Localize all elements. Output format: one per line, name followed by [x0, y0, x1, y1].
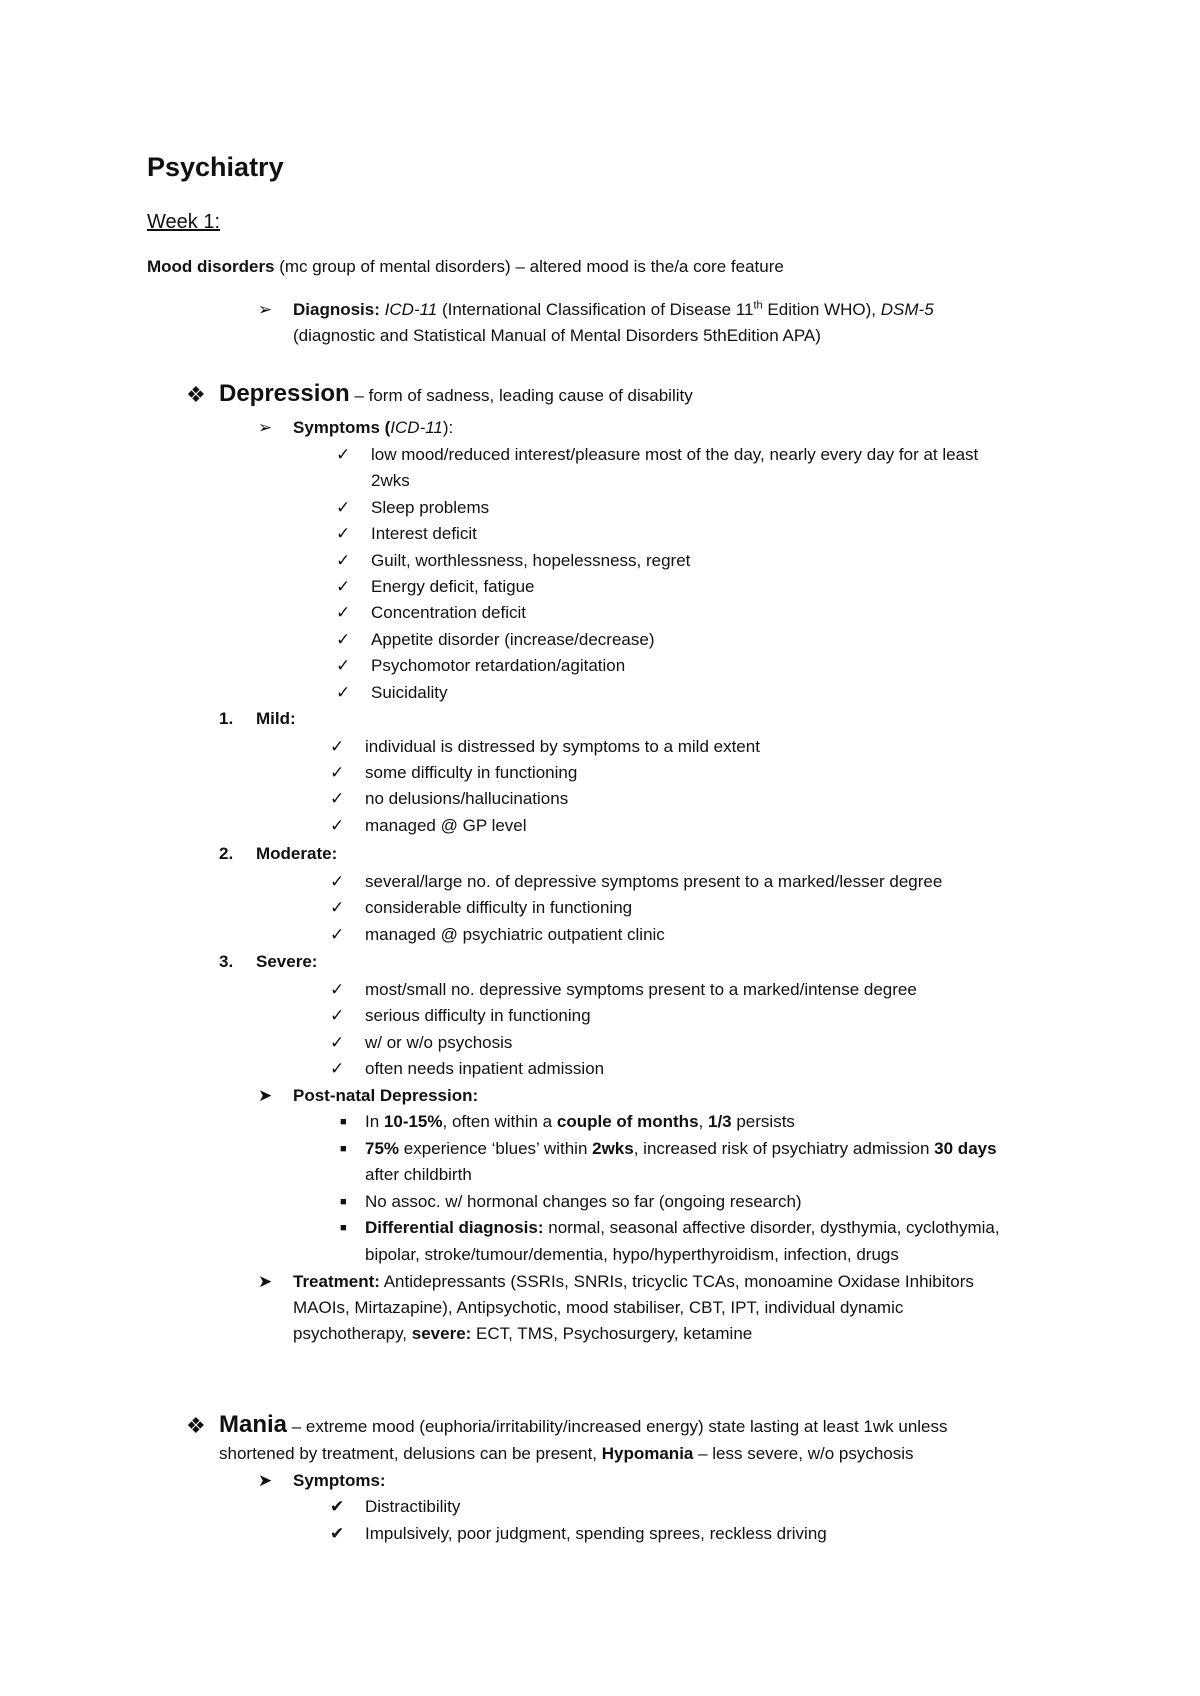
icd-text: ICD-11	[384, 300, 438, 319]
check-icon: ✓	[336, 630, 351, 649]
check-icon: ✔	[330, 1497, 345, 1516]
list-item: Sleep problems	[371, 498, 490, 517]
superscript-th: th	[753, 299, 763, 312]
check-icon: ✓	[330, 898, 345, 917]
check-icon: ✓	[330, 925, 345, 944]
list-item: Guilt, worthlessness, hopelessness, regret	[371, 551, 691, 570]
list-number: 1.	[219, 709, 234, 728]
text-run: shortened by treatment, delusions can be present,	[219, 1444, 602, 1463]
postnatal-item-cont: bipolar, stroke/tumour/dementia, hypo/hyperthyroidism, infection, drugs	[365, 1245, 899, 1264]
list-item: some difficulty in functioning	[365, 763, 578, 782]
list-item: w/ or w/o psychosis	[365, 1033, 513, 1052]
check-icon: ✓	[330, 763, 345, 782]
check-icon: ✓	[336, 524, 351, 543]
text-run: , often within a	[442, 1112, 557, 1131]
arrow-bullet-icon: ➤	[258, 1272, 273, 1291]
diagnosis-label: Diagnosis:	[293, 300, 380, 319]
list-item: often needs inpatient admission	[365, 1059, 605, 1078]
depression-desc: – form of sadness, leading cause of disability	[349, 386, 693, 405]
text-run: couple of months	[556, 1112, 699, 1131]
diagnosis-line-2: (diagnostic and Statistical Manual of Mental Disorders 5thEdition APA)	[293, 326, 821, 345]
arrow-bullet-icon: ➤	[258, 1471, 273, 1490]
text-run: Differential diagnosis:	[365, 1218, 544, 1237]
moderate-label: Moderate:	[256, 844, 338, 863]
treatment-line-3	[293, 1322, 752, 1346]
list-item: most/small no. depressive symptoms present to a marked/intense degree	[365, 980, 917, 999]
list-item: Distractibility	[365, 1497, 461, 1516]
list-item: Impulsively, poor judgment, spending sprees, reckless driving	[365, 1524, 827, 1543]
postnatal-item-cont: after childbirth	[365, 1165, 472, 1184]
list-item: considerable difficulty in functioning	[365, 898, 633, 917]
square-bullet-icon: ■	[340, 1196, 347, 1208]
text-run: severe:	[411, 1324, 472, 1343]
mood-label: Mood disorders	[147, 257, 275, 276]
check-icon: ✓	[330, 872, 345, 891]
text-run: psychotherapy,	[293, 1324, 412, 1343]
mania-desc: – extreme mood (euphoria/irritability/increased energy) state lasting at least 1wk unless	[287, 1417, 948, 1436]
check-icon: ✓	[336, 656, 351, 675]
postnatal-label: Post-natal Depression:	[293, 1086, 479, 1105]
mild-label: Mild:	[256, 709, 296, 728]
page-title: Psychiatry	[147, 152, 284, 182]
list-item: Interest deficit	[371, 524, 477, 543]
text-run: Antidepressants (SSRIs, SNRIs, tricyclic TCAs, monoamine Oxidase Inhibitors	[379, 1272, 974, 1291]
hypomania-label: Hypomania	[601, 1444, 694, 1463]
square-bullet-icon: ■	[340, 1222, 347, 1234]
depression-title: Depression	[219, 380, 350, 407]
list-item: managed @ psychiatric outpatient clinic	[365, 925, 665, 944]
check-icon: ✔	[330, 1524, 345, 1543]
symptoms-end: ):	[442, 418, 454, 437]
check-icon: ✓	[336, 603, 351, 622]
check-icon: ✓	[330, 980, 345, 999]
list-item: 2wks	[371, 471, 410, 490]
mania-title: Mania	[219, 1411, 288, 1438]
check-icon: ✓	[330, 1033, 345, 1052]
text-run: persists	[731, 1112, 795, 1131]
list-item: Psychomotor retardation/agitation	[371, 656, 626, 675]
list-item: several/large no. of depressive symptoms present to a marked/lesser degree	[365, 872, 943, 891]
text-run: 2wks	[592, 1139, 634, 1158]
diagnosis-t2: Edition WHO),	[762, 300, 881, 319]
arrow-bullet-icon: ➤	[258, 1086, 273, 1105]
check-icon: ✓	[336, 683, 351, 702]
list-item: no delusions/hallucinations	[365, 789, 569, 808]
postnatal-item	[365, 1216, 1000, 1240]
severe-label: Severe:	[256, 952, 318, 971]
text-run: 30 days	[934, 1139, 997, 1158]
text-run: In	[365, 1112, 384, 1131]
list-number: 3.	[219, 952, 234, 971]
text-run: 10-15%	[383, 1112, 443, 1131]
text-run: ,	[698, 1112, 708, 1131]
check-icon: ✓	[330, 816, 345, 835]
check-icon: ✓	[336, 551, 351, 570]
symptoms-heading	[293, 416, 453, 440]
postnatal-item	[365, 1110, 795, 1134]
text-run: 1/3	[707, 1112, 732, 1131]
postnatal-item	[365, 1137, 997, 1161]
diamond-bullet-icon: ❖	[186, 382, 206, 407]
text-run: 75%	[365, 1139, 400, 1158]
square-bullet-icon: ■	[340, 1116, 347, 1128]
check-icon: ✓	[330, 1059, 345, 1078]
list-item: managed @ GP level	[365, 816, 527, 835]
check-icon: ✓	[336, 445, 351, 464]
list-item: Energy deficit, fatigue	[371, 577, 535, 596]
treatment-line	[293, 1270, 974, 1294]
check-icon: ✓	[336, 577, 351, 596]
list-item: Appetite disorder (increase/decrease)	[371, 630, 655, 649]
mania-symptoms-label: Symptoms:	[293, 1471, 386, 1490]
text-run: – less severe, w/o psychosis	[693, 1444, 914, 1463]
arrowhead-bullet-icon: ➢	[258, 300, 273, 319]
check-icon: ✓	[330, 737, 345, 756]
mania-heading	[219, 1413, 948, 1439]
depression-heading	[219, 382, 693, 408]
list-item: Concentration deficit	[371, 603, 526, 622]
postnatal-item: No assoc. w/ hormonal changes so far (ongoing research)	[365, 1192, 802, 1211]
text-run: normal, seasonal affective disorder, dysthymia, cyclothymia,	[543, 1218, 1000, 1237]
check-icon: ✓	[330, 789, 345, 808]
symptoms-icd: ICD-11	[390, 418, 443, 437]
arrowhead-bullet-icon: ➢	[258, 418, 273, 437]
symptoms-label: Symptoms (	[293, 418, 391, 437]
list-number: 2.	[219, 844, 234, 863]
list-item: serious difficulty in functioning	[365, 1006, 591, 1025]
list-item: low mood/reduced interest/pleasure most of the day, nearly every day for at least	[371, 445, 979, 464]
text-run: , increased risk of psychiatry admission	[633, 1139, 935, 1158]
dsm-text: DSM-5	[880, 300, 934, 319]
list-item: Suicidality	[371, 683, 448, 702]
diamond-bullet-icon: ❖	[186, 1413, 206, 1438]
check-icon: ✓	[330, 1006, 345, 1025]
list-item: individual is distressed by symptoms to a mild extent	[365, 737, 760, 756]
treatment-line-2: MAOIs, Mirtazapine), Antipsychotic, mood stabiliser, CBT, IPT, individual dynamic	[293, 1298, 904, 1317]
mood-rest: (mc group of mental disorders) – altered mood is the/a core feature	[274, 257, 784, 276]
text-run: ECT, TMS, Psychosurgery, ketamine	[471, 1324, 753, 1343]
square-bullet-icon: ■	[340, 1143, 347, 1155]
diagnosis-t1: (International Classification of Disease 11	[437, 300, 754, 319]
treatment-label: Treatment:	[293, 1272, 380, 1291]
text-run: experience ‘blues’ within	[399, 1139, 593, 1158]
mania-line-2	[219, 1442, 914, 1466]
diagnosis-line	[293, 298, 934, 322]
mood-disorders-line	[147, 255, 784, 279]
week-heading: Week 1:	[147, 211, 220, 233]
check-icon: ✓	[336, 498, 351, 517]
